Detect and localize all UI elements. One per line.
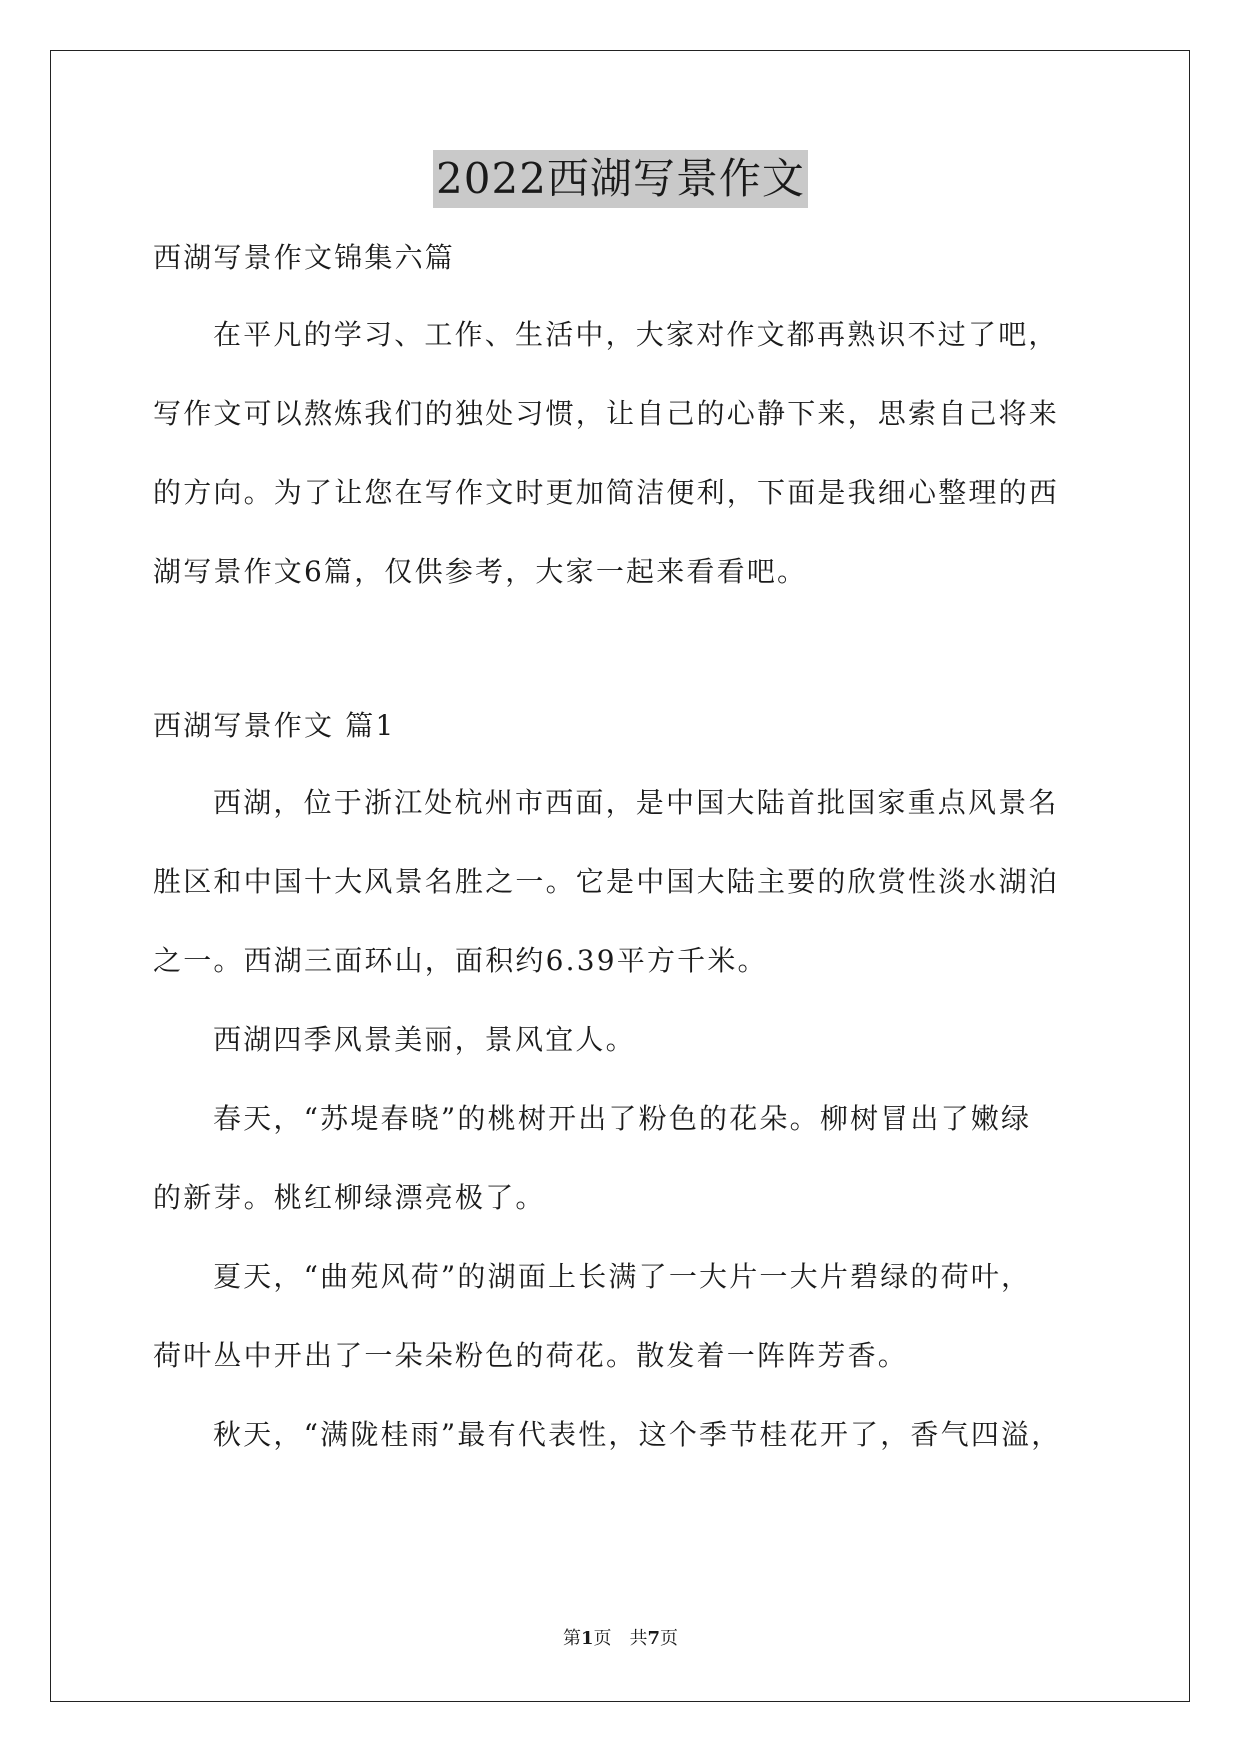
intro-line: 湖写景作文6篇，仅供参考，大家一起来看看吧。 (153, 555, 808, 588)
body-line: 的新芽。桃红柳绿漂亮极了。 (153, 1181, 546, 1214)
intro-line: 的方向。为了让您在写作文时更加简洁便利，下面是我细心整理的西 (153, 476, 1060, 509)
section-heading: 西湖写景作文 篇1 (153, 709, 396, 742)
intro-line: 写作文可以熬炼我们的独处习惯，让自己的心静下来，思索自己将来 (153, 397, 1060, 430)
body-line: 胜区和中国十大风景名胜之一。它是中国大陆主要的欣赏性淡水湖泊 (153, 865, 1060, 898)
page-prefix: 第 (562, 1628, 581, 1649)
page-number: 1 (580, 1628, 594, 1649)
body-line: 荷叶丛中开出了一朵朵粉色的荷花。散发着一阵阵芳香。 (153, 1339, 909, 1372)
document-subtitle: 西湖写景作文锦集六篇 (153, 241, 456, 274)
page-suffix: 页 (593, 1628, 612, 1649)
total-pages: 7 (647, 1628, 661, 1649)
page-footer (0, 1627, 1241, 1651)
document-title: 2022西湖写景作文 (433, 150, 808, 208)
body-line: 西湖，位于浙江处杭州市西面，是中国大陆首批国家重点风景名 (213, 786, 1059, 819)
body-line: 秋天，“满陇桂雨”最有代表性，这个季节桂花开了，香气四溢， (213, 1418, 1062, 1451)
total-prefix: 共 (629, 1628, 648, 1649)
title-container (0, 150, 1241, 208)
body-line: 西湖四季风景美丽，景风宜人。 (213, 1023, 636, 1056)
body-line: 之一。西湖三面环山，面积约6.39平方千米。 (153, 944, 768, 977)
intro-line: 在平凡的学习、工作、生活中，大家对作文都再熟识不过了吧， (213, 318, 1059, 351)
body-line: 夏天，“曲苑风荷”的湖面上长满了一大片一大片碧绿的荷叶， (213, 1260, 1032, 1293)
body-line: 春天，“苏堤春晓”的桃树开出了粉色的花朵。柳树冒出了嫩绿 (213, 1102, 1032, 1135)
total-suffix: 页 (660, 1628, 679, 1649)
